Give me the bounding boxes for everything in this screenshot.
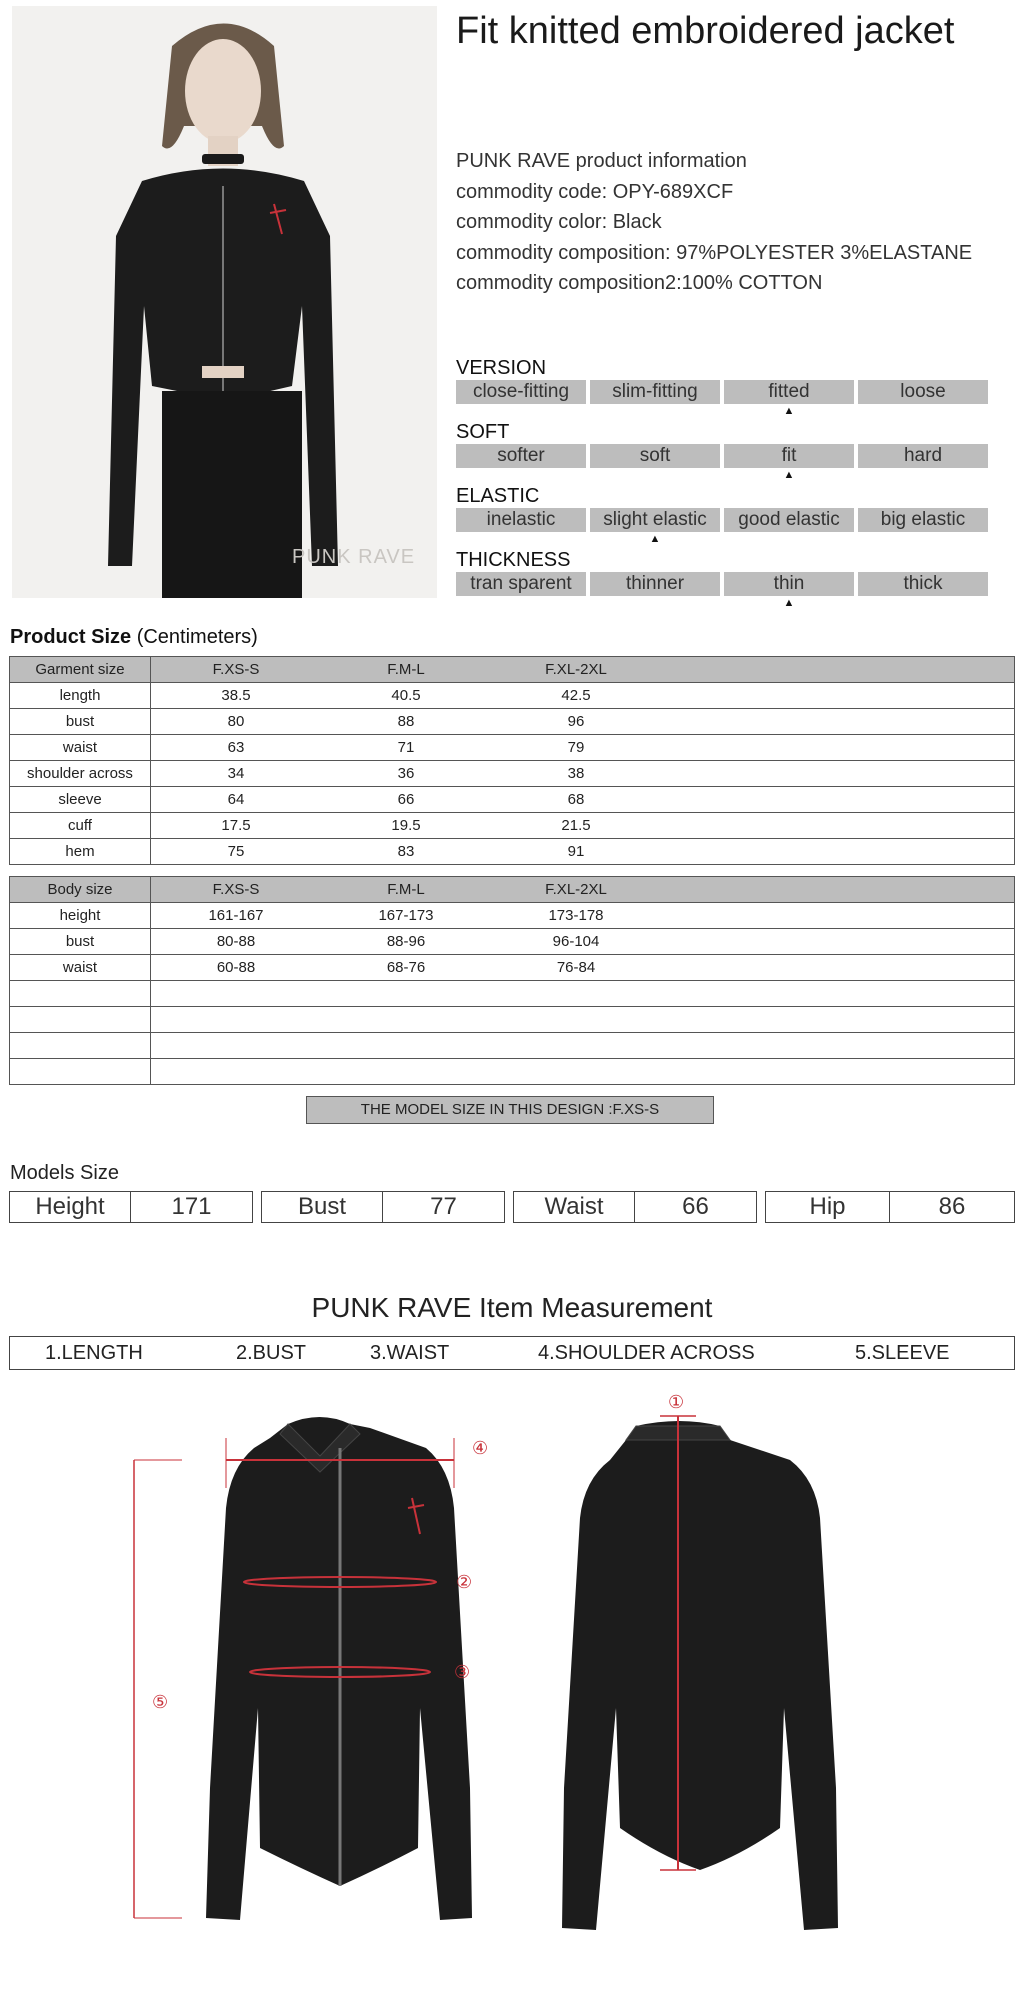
scale-option: thick [858,572,988,596]
info-heading: PUNK RAVE product information [456,150,747,172]
size-header: F.XL-2XL [545,661,607,678]
row-label: height [10,903,151,929]
empty-row [10,1059,1015,1085]
table-row [10,929,1015,955]
marker-4: ④ [472,1438,489,1459]
scale-soft [456,420,988,482]
product-size-unit: (Centimeters) [136,626,258,648]
scale-marker: ▲ [783,469,795,481]
cell-value: 21.5 [561,817,591,834]
scale-title: VERSION [456,357,547,379]
row-label: waist [10,955,151,981]
measurement-item: 2.BUST [236,1342,307,1364]
scale-marker: ▲ [783,405,795,417]
model-measure-waist [513,1191,757,1223]
models-size-title: Models Size [10,1162,119,1184]
table-row [10,813,1015,839]
scale-option: slim-fitting [590,380,720,404]
models-size-bar [9,1191,1015,1223]
cell-value: 64 [227,791,245,808]
cell-value: 34 [227,765,245,782]
row-label: length [10,683,151,709]
row-label: sleeve [10,787,151,813]
empty-row [10,1007,1015,1033]
jacket-front [134,1417,488,1920]
scale-marker: ▲ [649,533,661,545]
empty-row [10,1033,1015,1059]
model-photo [12,6,437,598]
cell-value: 80 [227,713,245,730]
table-row [10,955,1015,981]
model-measure-key: Hip [766,1192,890,1222]
attribute-scales [456,356,988,612]
scale-marker: ▲ [783,597,795,609]
row-label: cuff [10,813,151,839]
cell-value: 38.5 [221,687,251,704]
scale-option: fitted [724,380,854,404]
jacket-diagram [120,1388,1000,1948]
cell-value: 75 [227,843,245,860]
model-measure-key: Bust [262,1192,383,1222]
cell-value: 83 [397,843,415,860]
product-size-title [10,626,258,649]
model-measure-hip [765,1191,1015,1223]
model-measure-key: Height [10,1192,131,1222]
scale-option: softer [456,444,586,468]
scale-option: soft [590,444,720,468]
scale-option: slight elastic [590,508,720,532]
table-row [10,683,1015,709]
marker-1: ① [668,1392,685,1413]
measurement-item: 3.WAIST [370,1342,450,1364]
scale-option: close-fitting [456,380,586,404]
size-header: F.XS-S [212,881,260,898]
scale-marker [590,596,720,610]
size-header: F.M-L [387,661,425,678]
info-color: commodity color: Black [456,211,662,233]
product-size-heading: Product Size [10,626,132,648]
cell-value: 38 [567,765,585,782]
marker-5: ⑤ [152,1692,169,1713]
measurement-item: 5.SLEEVE [855,1342,950,1364]
scale-marker [858,596,988,610]
model-photo-illustration [12,6,437,598]
cell-value: 60-88 [216,959,256,976]
table-header-row [10,877,1015,903]
model-measure-value: 171 [171,1193,212,1220]
model-measure-value: 77 [430,1193,457,1220]
scale-version [456,356,988,418]
cell-value: 91 [567,843,585,860]
scale-marker [590,404,720,418]
model-measure-value: 66 [682,1193,709,1220]
model-measure-bust [261,1191,505,1223]
product-info [456,146,972,299]
garment-size-table [9,656,1015,865]
scale-option: loose [858,380,988,404]
scale-marker [456,532,586,546]
table-row [10,761,1015,787]
watermark: PUNK RAVE [292,546,416,568]
cell-value: 68 [567,791,585,808]
marker-2: ② [456,1572,473,1593]
model-measure-value: 86 [938,1193,966,1220]
scale-option: fit [724,444,854,468]
table-header-row [10,657,1015,683]
scale-elastic [456,484,988,546]
scale-marker [858,532,988,546]
cell-value: 79 [567,739,585,756]
scale-marker [456,404,586,418]
cell-value: 36 [397,765,415,782]
size-header: F.XL-2XL [545,881,607,898]
measurement-diagram [120,1388,1000,1948]
scale-option: hard [858,444,988,468]
jacket-back [562,1392,838,1930]
measurement-item: 1.LENGTH [45,1342,143,1364]
measurement-item: 4.SHOULDER ACROSS [538,1342,755,1364]
scale-option: thin [724,572,854,596]
body-size-table [9,876,1015,1085]
size-header: F.XS-S [212,661,260,678]
cell-value: 96 [567,713,585,730]
cell-value: 88-96 [386,933,426,950]
scale-option: inelastic [456,508,586,532]
model-size-note: THE MODEL SIZE IN THIS DESIGN :F.XS-S [306,1096,714,1124]
scale-option: thinner [590,572,720,596]
cell-value: 96-104 [552,933,600,950]
cell-value: 17.5 [221,817,251,834]
row-label: hem [10,839,151,865]
size-header: F.M-L [387,881,425,898]
cell-value: 71 [397,739,415,756]
table-row [10,903,1015,929]
cell-value: 42.5 [561,687,591,704]
scale-title: THICKNESS [456,549,571,571]
cell-value: 80-88 [216,933,256,950]
marker-3: ③ [454,1662,471,1683]
cell-value: 161-167 [208,907,264,924]
scale-marker [858,404,988,418]
table-row [10,709,1015,735]
measurement-legend [9,1336,1015,1370]
cell-value: 167-173 [378,907,434,924]
scale-thickness [456,548,988,610]
scale-option: tran sparent [456,572,586,596]
scale-title: SOFT [456,421,510,443]
scale-title: ELASTIC [456,485,540,507]
scale-marker [456,596,586,610]
scale-marker [456,468,586,482]
measurement-title: PUNK RAVE Item Measurement [311,1292,713,1323]
table-row [10,839,1015,865]
scale-option: big elastic [858,508,988,532]
cell-value: 68-76 [386,959,426,976]
table-row [10,735,1015,761]
info-composition: commodity composition: 97%POLYESTER 3%ELASTANE [456,241,973,264]
row-label: bust [10,929,151,955]
cell-value: 19.5 [391,817,421,834]
model-measure-height [9,1191,253,1223]
header-cell: Garment size [10,657,151,683]
row-label: waist [10,735,151,761]
row-label: bust [10,709,151,735]
cell-value: 76-84 [556,959,596,976]
scale-marker [858,468,988,482]
scale-marker [724,532,854,546]
info-code: commodity code: OPY-689XCF [456,180,734,203]
header-cell: Body size [10,877,151,903]
cell-value: 88 [397,713,415,730]
row-label: shoulder across [10,761,151,787]
table-row [10,787,1015,813]
info-composition2: commodity composition2:100% COTTON [456,272,823,294]
scale-marker [590,468,720,482]
cell-value: 173-178 [548,907,604,924]
cell-value: 63 [227,739,245,756]
empty-row [10,981,1015,1007]
cell-value: 40.5 [391,687,421,704]
product-title: Fit knitted embroidered jacket [456,10,955,52]
model-measure-key: Waist [514,1192,635,1222]
scale-option: good elastic [724,508,854,532]
cell-value: 66 [397,791,415,808]
